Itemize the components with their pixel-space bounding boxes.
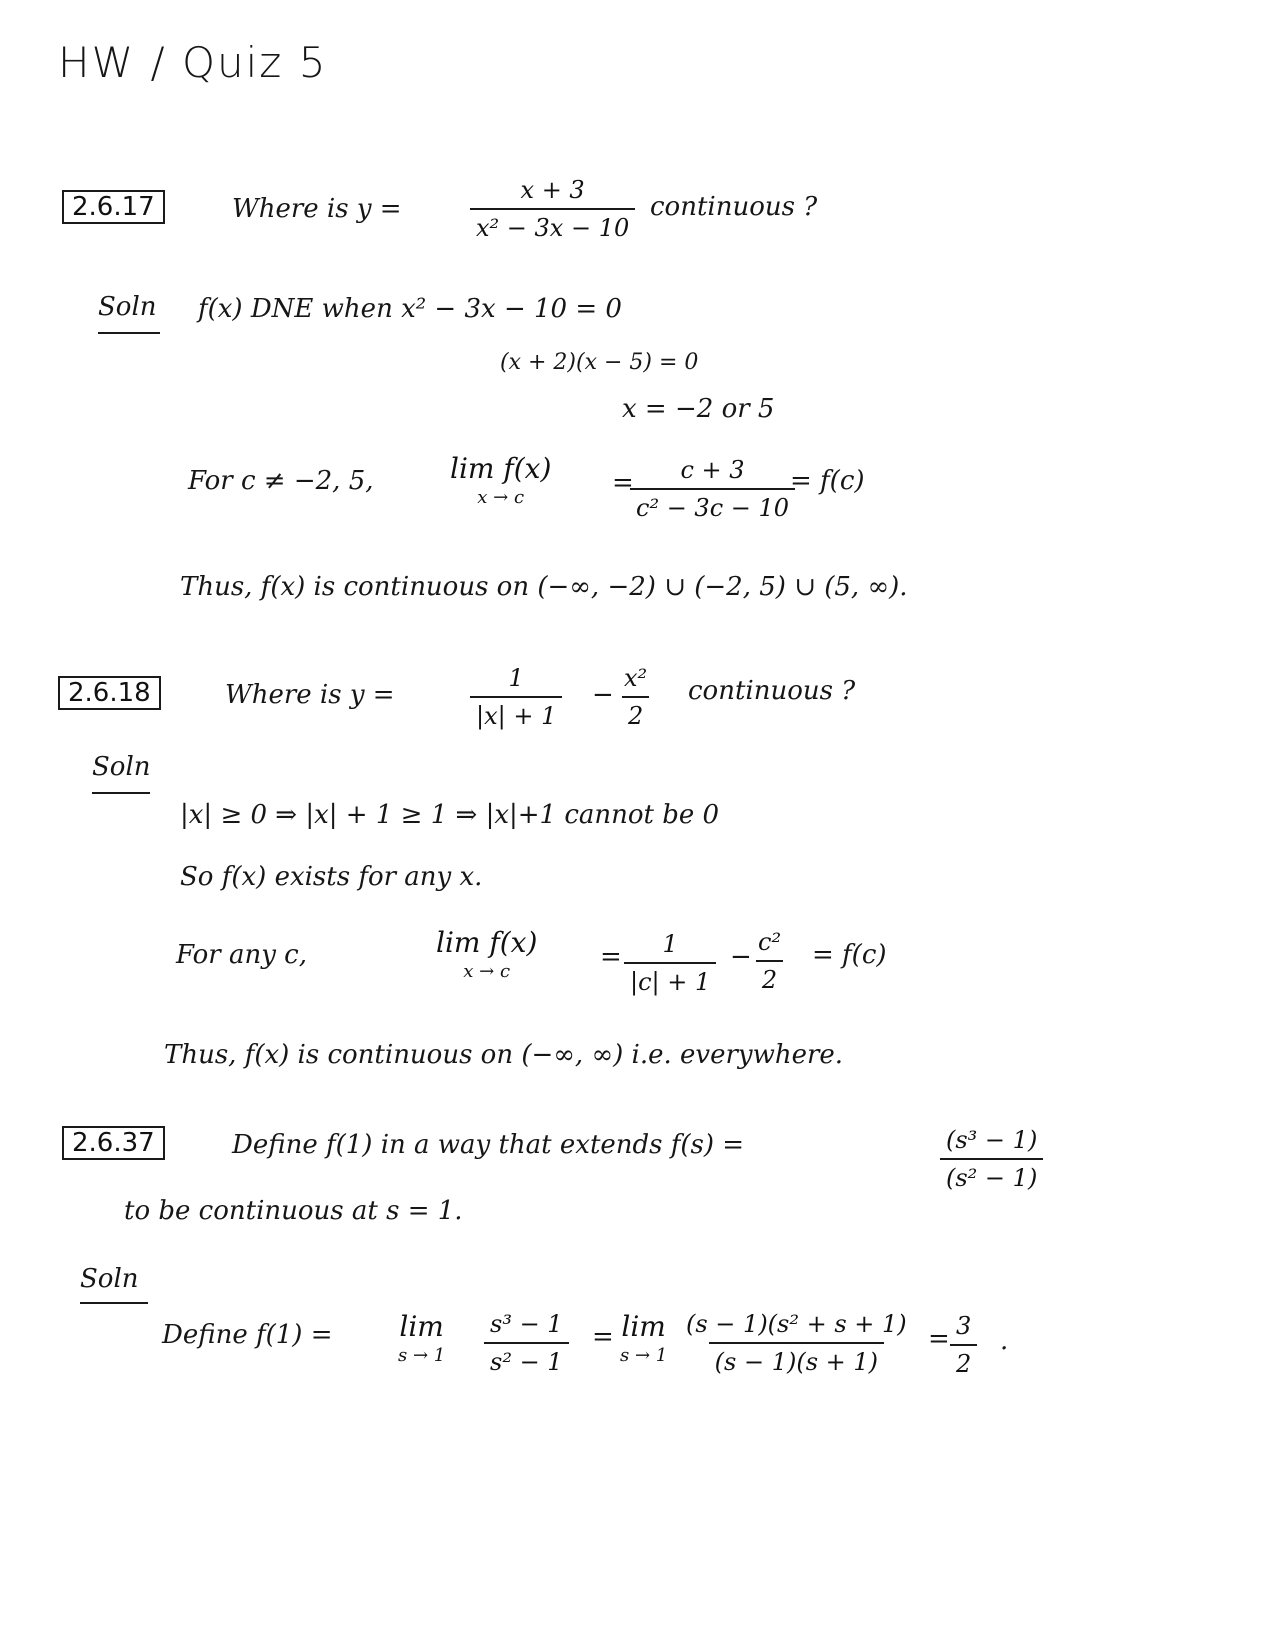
fraction-numerator: (s³ − 1) <box>946 1126 1038 1154</box>
limit-word: lim f(x) <box>450 452 552 485</box>
problem-label-2-6-17: 2.6.17 <box>62 190 165 224</box>
limit-word: lim <box>621 1310 666 1343</box>
question-fraction-2-6-18 <box>470 664 562 730</box>
for-c-text: For c ≠ −2, 5, <box>188 466 374 496</box>
soln-line-2: So f(x) exists for any x. <box>180 862 483 892</box>
for-any-c-text: For any c, <box>176 940 307 970</box>
limit-subscript: s → 1 <box>620 1345 668 1366</box>
minus-sign: − <box>592 680 614 710</box>
fraction-numerator: 1 <box>508 664 524 692</box>
question-prefix-2-6-37: Define f(1) in a way that extends f(s) = <box>232 1130 745 1160</box>
fraction-denominator: 2 <box>622 696 649 730</box>
result-text: = f(c) <box>790 466 865 496</box>
equals-sign: = <box>612 468 634 498</box>
fraction-numerator: s³ − 1 <box>490 1310 563 1338</box>
limit-word: lim <box>399 1310 444 1343</box>
fraction-numerator: c² <box>758 928 782 956</box>
soln-line-1: f(x) DNE when x² − 3x − 10 = 0 <box>198 294 622 324</box>
question-fraction2-2-6-18 <box>618 664 653 730</box>
problem-label-2-6-37: 2.6.37 <box>62 1126 165 1160</box>
question-line-2: to be continuous at s = 1. <box>124 1196 463 1226</box>
limit-expression <box>450 452 551 508</box>
soln-label-2-6-18: Soln <box>92 752 151 782</box>
soln-line-3: x = −2 or 5 <box>622 394 775 424</box>
question-prefix-2-6-18: Where is y = <box>225 680 395 710</box>
fraction-denominator: |c| + 1 <box>624 962 716 996</box>
limit-fraction <box>630 456 795 522</box>
limit-subscript: s → 1 <box>398 1345 446 1366</box>
question-fraction-2-6-37 <box>940 1126 1043 1192</box>
fraction-numerator: 1 <box>662 930 678 958</box>
limit-subscript: x → c <box>477 487 525 508</box>
fraction-denominator: 2 <box>756 960 783 994</box>
soln-underline <box>98 332 160 334</box>
question-fraction-2-6-17 <box>470 176 635 242</box>
fraction-denominator: |x| + 1 <box>470 696 562 730</box>
limit-fraction <box>484 1310 569 1376</box>
page-title: HW / Quiz 5 <box>58 38 328 87</box>
fraction-numerator: x² <box>624 664 648 692</box>
fraction-numerator: (s − 1)(s² + s + 1) <box>686 1310 907 1338</box>
period: . <box>1000 1326 1009 1356</box>
factored-fraction <box>680 1310 913 1376</box>
soln-line-1: |x| ≥ 0 ⇒ |x| + 1 ≥ 1 ⇒ |x|+1 cannot be 0 <box>180 800 720 830</box>
fraction-denominator: s² − 1 <box>484 1342 569 1376</box>
conclusion-2-6-18: Thus, f(x) is continuous on (−∞, ∞) i.e. everywhere. <box>164 1040 844 1070</box>
limit-fraction <box>624 930 716 996</box>
minus-sign: − <box>730 942 752 972</box>
fraction-numerator: 3 <box>956 1312 972 1340</box>
question-suffix-2-6-17: continuous ? <box>650 192 818 222</box>
answer-fraction <box>950 1312 977 1378</box>
soln-underline <box>92 792 150 794</box>
question-prefix-2-6-17: Where is y = <box>232 194 402 224</box>
limit-subscript: x → c <box>463 961 511 982</box>
define-text: Define f(1) = <box>162 1320 333 1350</box>
fraction-denominator: (s − 1)(s + 1) <box>709 1342 884 1376</box>
fraction-numerator: c + 3 <box>680 456 745 484</box>
limit-expression <box>398 1310 445 1366</box>
fraction-denominator: 2 <box>950 1344 977 1378</box>
equals-sign-2: = <box>928 1324 950 1354</box>
soln-label-2-6-17: Soln <box>98 292 157 322</box>
soln-line-2: (x + 2)(x − 5) = 0 <box>500 350 699 375</box>
fraction-denominator: (s² − 1) <box>940 1158 1043 1192</box>
limit-expression <box>436 926 537 982</box>
fraction-denominator: x² − 3x − 10 <box>470 208 635 242</box>
fraction-numerator: x + 3 <box>520 176 585 204</box>
soln-underline <box>80 1302 148 1304</box>
equals-sign: = <box>592 1322 614 1352</box>
limit-word: lim f(x) <box>436 926 538 959</box>
equals-sign: = <box>600 942 622 972</box>
limit-expression-2 <box>620 1310 667 1366</box>
problem-label-2-6-18: 2.6.18 <box>58 676 161 710</box>
limit-fraction2 <box>752 928 787 994</box>
soln-label-2-6-37: Soln <box>80 1264 139 1294</box>
conclusion-2-6-17: Thus, f(x) is continuous on (−∞, −2) ∪ (−2, 5) ∪ (5, ∞). <box>180 572 908 602</box>
fraction-denominator: c² − 3c − 10 <box>630 488 795 522</box>
question-suffix-2-6-18: continuous ? <box>688 676 856 706</box>
result-text: = f(c) <box>812 940 887 970</box>
